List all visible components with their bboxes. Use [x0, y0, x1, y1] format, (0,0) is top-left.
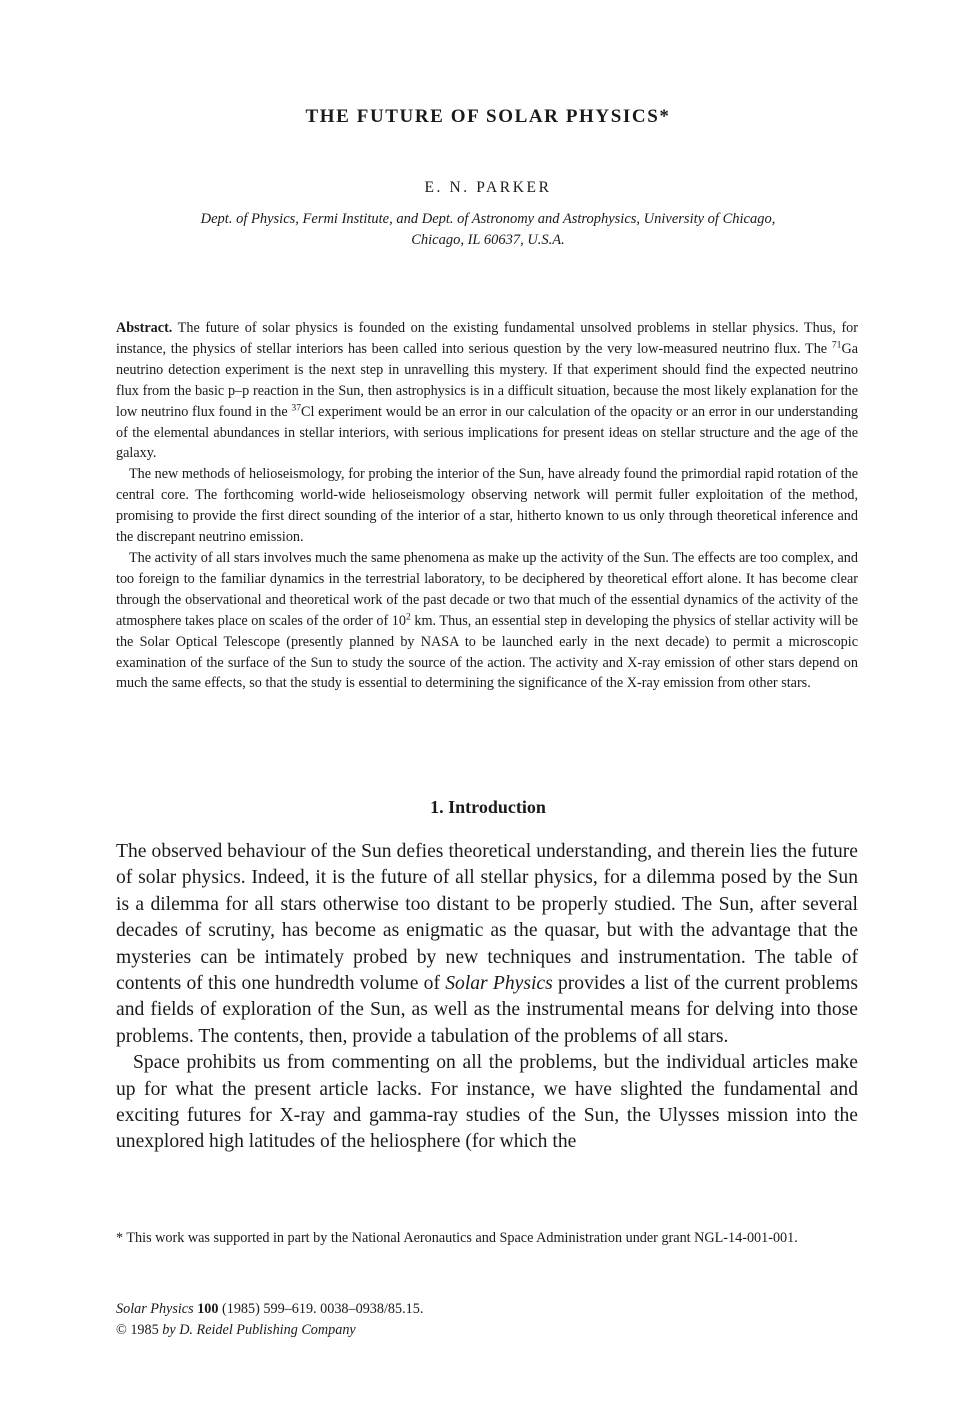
citation-journal: Solar Physics — [116, 1301, 194, 1317]
affiliation-line-1: Dept. of Physics, Fermi Institute, and Dept. of Astronomy and Astrophysics, University of Chicago, — [200, 211, 776, 227]
author-name: E. N. PARKER — [424, 179, 552, 196]
body-text-run: The observed behaviour of the Sun defies theoretical understanding, and therein lies the future of solar physics. Indeed, it is the future of all stellar physics, for a dilemma posed by the Sun is a dilemma for all stars otherwise too distant to be properly studied. The Sun, after several decades of scrutiny, has become as enigmatic as the quasar, but with the advantage that the mysteries can be intimately probed by new techniques and instrumentation. The table of contents of this one hundredth volume of — [116, 841, 858, 995]
abstract-text: The future of solar physics is founded on the existing fundamental unsolved problems in stellar physics. Thus, for instance, the physics of stellar interiors has been called into serious question by the very low-measured neutrino flux. The — [116, 320, 858, 357]
section-heading: 1. Introduction — [430, 797, 546, 817]
superscript: 71 — [831, 339, 842, 351]
journal-name: Solar Physics — [445, 973, 553, 995]
superscript: 37 — [291, 402, 302, 414]
copyright-prefix: © 1985 — [116, 1321, 163, 1338]
footnote: * This work was supported in part by the National Aeronautics and Space Administration under grant NGL-14-001-001. — [116, 1230, 798, 1246]
copyright-line — [116, 1320, 858, 1341]
body-paragraph-1 — [116, 839, 858, 1050]
publisher-name: by D. Reidel Publishing Company — [162, 1321, 356, 1338]
abstract-paragraph-1 — [116, 318, 858, 464]
abstract-text: The activity of all stars involves much the same phenomena as make up the activity of the Sun. The effects are too complex, and too foreign to the familiar dynamics in the terrestrial laboratory, to be deciphered by theoretical effort alone. It has become clear through the observational and theoretical work of the past decade or two that much of the essential dynamics of the activity of the atmosphere takes place on scales of the order of 10 — [116, 549, 858, 629]
body-text-run: provides a list of the current problems and fields of exploration of the Sun, as well as the instrumental means for delving into those problems. The contents, then, provide a tabulation of the problems of all stars. — [116, 973, 858, 1047]
abstract-paragraph-3 — [116, 548, 858, 694]
abstract-label: Abstract. — [116, 320, 173, 336]
abstract — [116, 318, 858, 694]
abstract-text: Cl experiment would be an error in our calculation of the opacity or an error in our understanding of the elemental abundances in stellar interiors, with serious implications for present ideas on stellar structure and the age of the galaxy. — [116, 403, 859, 462]
author-affiliation — [120, 209, 856, 251]
citation-block — [116, 1299, 858, 1340]
superscript: 2 — [405, 611, 411, 623]
paper-title: THE FUTURE OF SOLAR PHYSICS* — [305, 106, 671, 127]
abstract-text: km. Thus, an essential step in developing the physics of stellar activity will be the Solar Optical Telescope (presently planned by NASA to be launched early in the next decade) to permit a microscopic examination of the surface of the Sun to study the source of the action. The activity and X-ray emission of other stars depend on much the same effects, so that the study is essential to determining the significance of the X-ray emission from other stars. — [116, 612, 858, 692]
abstract-paragraph-2: The new methods of helioseismology, for probing the interior of the Sun, have already found the primordial rapid rotation of the central core. The forthcoming world-wide helioseismology observing network will permit fuller exploitation of the method, promising to provide the first direct sounding of the interior of a star, hitherto known to us only through theoretical inference and the discrepant neutrino emission. — [116, 466, 858, 546]
citation-volume: 100 — [197, 1301, 219, 1317]
abstract-text: Ga neutrino detection experiment is the next step in unravelling this mystery. If that experiment should find the expected neutrino flux from the basic p–p reaction in the Sun, then astrophysics is in a difficult situation, because the most likely explanation for the low neutrino flux found in the — [116, 340, 858, 420]
body-text — [116, 839, 858, 1156]
affiliation-line-2: Chicago, IL 60637, U.S.A. — [411, 232, 565, 248]
body-paragraph-2: Space prohibits us from commenting on all the problems, but the individual articles make up for what the present article lacks. For instance, we have slighted the fundamental and exciting futures for X-ray and gamma-ray studies of the Sun, the Ulysses mission into the unexplored high latitudes of the heliosphere (for which the — [116, 1052, 858, 1153]
citation-line — [116, 1299, 858, 1320]
citation-pages: (1985) 599–619. 0038–0938/85.15. — [218, 1301, 424, 1317]
